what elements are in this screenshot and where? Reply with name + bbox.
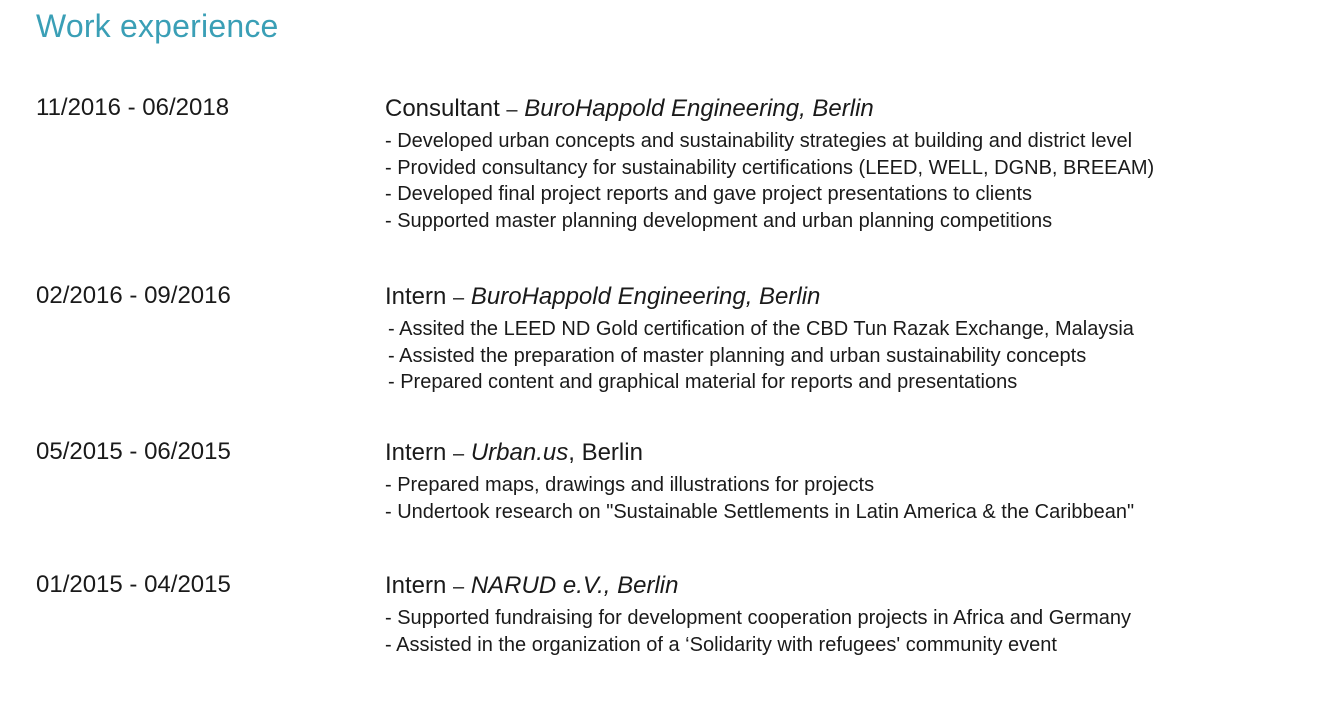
entry-organization: BuroHappold Engineering, Berlin xyxy=(470,283,821,310)
entry-separator: – xyxy=(506,99,518,121)
entry-organization: Urban.us xyxy=(470,439,569,466)
bullet-item: - Supported fundraising for development cooperation projects in Africa and Germany xyxy=(385,607,1131,629)
entry-heading xyxy=(385,282,1305,313)
entry-body xyxy=(385,571,1305,658)
entry-separator: – xyxy=(453,287,465,309)
bullet-item: - Undertook research on "Sustainable Settlements in Latin America & the Caribbean" xyxy=(385,500,1135,523)
entry-organization: BuroHappold Engineering, Berlin xyxy=(524,95,874,122)
entry-role: Intern xyxy=(385,572,447,599)
entry-role: Intern xyxy=(385,439,447,466)
bullet-item: - Developed final project reports and gave project presentations to clients xyxy=(385,183,1033,205)
bullet-item: - Developed urban concepts and sustainability strategies at building and district level xyxy=(385,130,1133,152)
bullet-item: - Prepared maps, drawings and illustrations for projects xyxy=(385,474,875,496)
entry-location: , Berlin xyxy=(568,439,643,466)
bullet-item: - Assited the LEED ND Gold certification of the CBD Tun Razak Exchange, Malaysia xyxy=(388,318,1134,340)
entry-body xyxy=(385,94,1305,234)
bullet-item: - Assisted in the organization of a ‘Solidarity with refugees' community event xyxy=(385,633,1057,656)
entry-heading xyxy=(385,438,1305,469)
entry-role: Intern xyxy=(385,283,447,310)
entry-heading xyxy=(385,571,1305,602)
entry-date: 01/2015 - 04/2015 xyxy=(36,571,231,598)
entry-body xyxy=(385,282,1305,396)
entry-separator: – xyxy=(453,443,465,465)
entry-date: 05/2015 - 06/2015 xyxy=(36,438,231,465)
entry-bullets xyxy=(385,472,1305,525)
entry-body xyxy=(385,438,1305,525)
bullet-item: - Supported master planning development and urban planning competitions xyxy=(385,209,1053,232)
bullet-item: - Prepared content and graphical material for reports and presentations xyxy=(388,371,1018,393)
entry-organization: NARUD e.V., Berlin xyxy=(470,572,679,599)
entry-role: Consultant xyxy=(385,95,500,122)
entry-date: 02/2016 - 09/2016 xyxy=(36,282,231,309)
bullet-item: - Assisted the preparation of master planning and urban sustainability concepts xyxy=(388,344,1087,367)
section-title: Work experience xyxy=(36,8,279,44)
entry-separator: – xyxy=(453,576,465,598)
entry-heading xyxy=(385,94,1305,125)
entry-date: 11/2016 - 06/2018 xyxy=(36,94,230,121)
entry-bullets xyxy=(385,605,1305,658)
entry-bullets xyxy=(385,128,1305,234)
bullet-item: - Provided consultancy for sustainability certifications (LEED, WELL, DGNB, BREEAM) xyxy=(385,156,1155,179)
entry-bullets xyxy=(385,316,1305,396)
